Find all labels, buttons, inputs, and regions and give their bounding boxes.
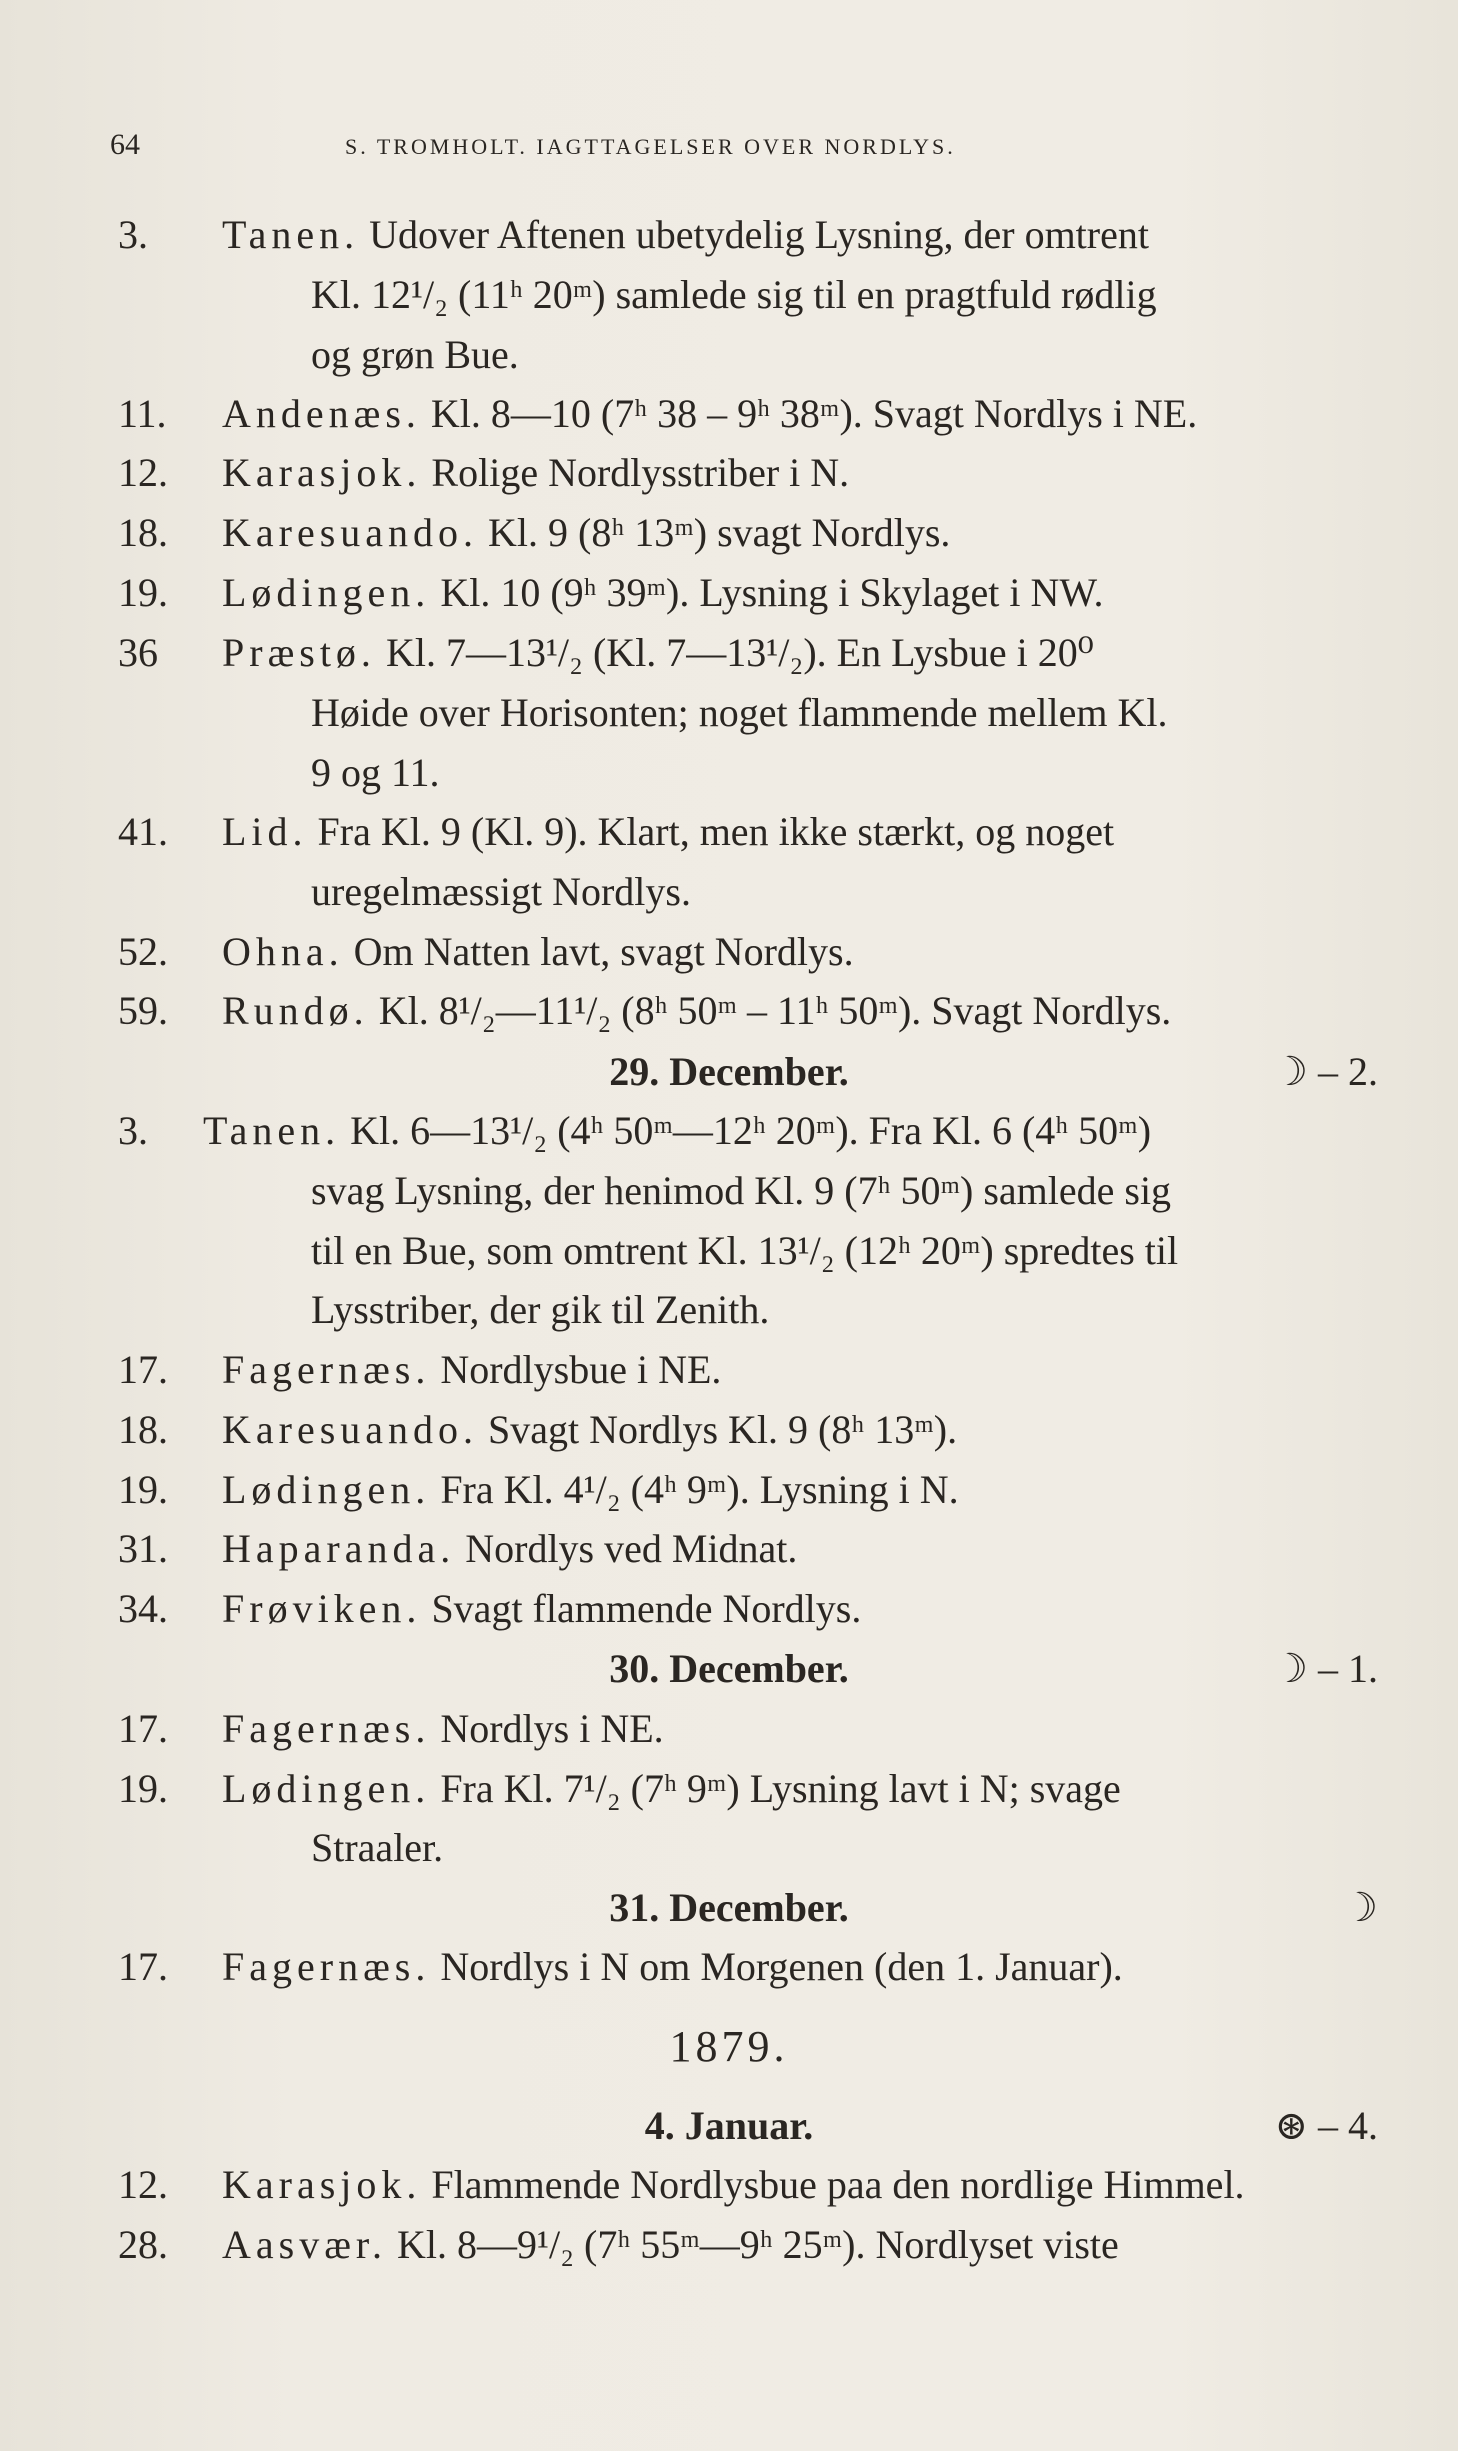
entry-text <box>222 564 1103 622</box>
observation-text: Kl. 8¹/₂—11¹/₂ (8ʰ 50ᵐ – 11ʰ 50ᵐ). Svagt Nordlys. <box>368 988 1172 1033</box>
observation-text: Kl. 9 (8ʰ 13ᵐ) svagt Nordlys. <box>478 510 951 555</box>
moon-phase: ☽ <box>1342 1885 1378 1930</box>
entry-line <box>0 1700 1458 1758</box>
entry-line <box>0 923 1458 981</box>
entry-text <box>222 2216 1119 2274</box>
entry-text <box>222 624 1094 682</box>
station-number: 19. <box>118 570 168 615</box>
entry-text <box>222 1520 797 1578</box>
station-number: 17. <box>118 1347 168 1392</box>
continuation-text: og grøn Bue. <box>311 332 519 377</box>
entry-text <box>222 923 854 981</box>
entry-text <box>222 1401 957 1459</box>
entry-line <box>0 1401 1458 1459</box>
station-number: 36 <box>118 630 158 675</box>
entry-text <box>203 1102 1151 1160</box>
observation-text: Fra Kl. 4¹/₂ (4ʰ 9ᵐ). Lysning i N. <box>430 1467 959 1512</box>
entry-line <box>0 1461 1458 1519</box>
station-name: Tanen. <box>203 1108 341 1153</box>
date-heading: 30. December. <box>609 1646 849 1691</box>
observation-text: Kl. 10 (9ʰ 39ᵐ). Lysning i Skylaget i NW. <box>430 570 1104 615</box>
continuation-line <box>0 1281 1458 1339</box>
continuation-text: Straaler. <box>311 1825 444 1870</box>
moon-phase: ☽ – 2. <box>1272 1049 1378 1094</box>
station-name: Rundø. <box>222 988 369 1033</box>
continuation-line <box>0 863 1458 921</box>
station-name: Fagernæs. <box>222 1944 431 1989</box>
observation-text: Svagt Nordlys Kl. 9 (8ʰ 13ᵐ). <box>478 1407 958 1452</box>
continuation-line <box>0 1819 1458 1877</box>
observation-text: Kl. 7—13¹/₂ (Kl. 7—13¹/₂). En Lysbue i 20⁰ <box>375 630 1094 675</box>
observation-text: Nordlysbue i NE. <box>430 1347 722 1392</box>
station-name: Lødingen. <box>222 1766 431 1811</box>
continuation-text: til en Bue, som omtrent Kl. 13¹/₂ (12ʰ 20ᵐ) spredtes til <box>311 1228 1179 1273</box>
continuation-text: Lysstriber, der gik til Zenith. <box>311 1287 770 1332</box>
station-number: 18. <box>118 1407 168 1452</box>
entry-line <box>0 982 1458 1040</box>
date-heading-row <box>0 1043 1458 1101</box>
continuation-text: Kl. 12¹/₂ (11ʰ 20ᵐ) samlede sig til en pragtfuld rødlig <box>311 272 1157 317</box>
observation-text: Kl. 6—13¹/₂ (4ʰ 50ᵐ—12ʰ 20ᵐ). Fra Kl. 6 (4ʰ 50ᵐ) <box>340 1108 1152 1153</box>
continuation-text: 9 og 11. <box>311 750 440 795</box>
station-number: 12. <box>118 450 168 495</box>
station-name: Haparanda. <box>222 1526 456 1571</box>
station-number: 12. <box>118 2162 168 2207</box>
observation-text: Udover Aftenen ubetydelig Lysning, der omtrent <box>359 212 1149 257</box>
station-number: 19. <box>118 1766 168 1811</box>
observation-text: Fra Kl. 9 (Kl. 9). Klart, men ikke stærkt, og noget <box>307 809 1115 854</box>
entry-text <box>222 385 1197 443</box>
entry-text <box>222 1938 1123 1996</box>
continuation-line <box>0 1162 1458 1220</box>
observation-text: Flammende Nordlysbue paa den nordlige Himmel. <box>421 2162 1245 2207</box>
station-number: 3. <box>118 212 148 257</box>
entry-text <box>222 1580 861 1638</box>
entry-text <box>222 1341 721 1399</box>
station-number: 59. <box>118 988 168 1033</box>
entry-text <box>222 1700 664 1758</box>
station-number: 31. <box>118 1526 168 1571</box>
entry-text <box>222 982 1171 1040</box>
observation-text: Nordlys i N om Morgenen (den 1. Januar). <box>430 1944 1123 1989</box>
station-name: Præstø. <box>222 630 376 675</box>
date-heading-row <box>0 2097 1458 2155</box>
entry-line <box>0 1938 1458 1996</box>
moon-phase: ⊛ – 4. <box>1274 2103 1378 2148</box>
entry-text <box>222 444 849 502</box>
entry-line <box>0 1341 1458 1399</box>
station-name: Fagernæs. <box>222 1347 431 1392</box>
station-name: Frøviken. <box>222 1586 422 1631</box>
continuation-text: svag Lysning, der henimod Kl. 9 (7ʰ 50ᵐ) samlede sig <box>311 1168 1172 1213</box>
entry-text <box>222 803 1114 861</box>
entry-line <box>0 624 1458 682</box>
station-name: Andenæs. <box>222 391 421 436</box>
station-name: Lødingen. <box>222 1467 431 1512</box>
station-number: 18. <box>118 510 168 555</box>
continuation-line <box>0 326 1458 384</box>
entry-line <box>0 1580 1458 1638</box>
station-number: 17. <box>118 1706 168 1751</box>
year-heading-row <box>0 2018 1458 2076</box>
entry-line <box>0 1520 1458 1578</box>
station-name: Karesuando. <box>222 510 479 555</box>
station-number: 11. <box>118 391 167 436</box>
station-number: 52. <box>118 929 168 974</box>
observation-text: Kl. 8—10 (7ʰ 38 – 9ʰ 38ᵐ). Svagt Nordlys i NE. <box>420 391 1198 436</box>
entry-line <box>0 206 1458 264</box>
entry-text <box>222 2156 1245 2214</box>
date-heading: 29. December. <box>609 1049 849 1094</box>
entry-text <box>222 206 1149 264</box>
year-heading: 1879. <box>669 2022 789 2071</box>
station-name: Karasjok. <box>222 450 422 495</box>
date-heading-row <box>0 1879 1458 1937</box>
station-number: 3. <box>118 1108 148 1153</box>
entry-line <box>0 504 1458 562</box>
station-name: Ohna. <box>222 929 344 974</box>
station-name: Karasjok. <box>222 2162 422 2207</box>
observation-text: Kl. 8—9¹/₂ (7ʰ 55ᵐ—9ʰ 25ᵐ). Nordlyset viste <box>387 2222 1119 2267</box>
station-number: 28. <box>118 2222 168 2267</box>
continuation-text: uregelmæssigt Nordlys. <box>311 869 691 914</box>
entry-line <box>0 803 1458 861</box>
station-number: 19. <box>118 1467 168 1512</box>
station-number: 41. <box>118 809 168 854</box>
station-number: 34. <box>118 1586 168 1631</box>
entry-line <box>0 1760 1458 1818</box>
station-name: Lid. <box>222 809 308 854</box>
entry-text <box>222 1461 959 1519</box>
station-number: 17. <box>118 1944 168 1989</box>
entry-line <box>0 444 1458 502</box>
station-name: Fagernæs. <box>222 1706 431 1751</box>
running-title: S. TROMHOLT. IAGTTAGELSER OVER NORDLYS. <box>345 134 956 159</box>
continuation-line <box>0 744 1458 802</box>
entry-line <box>0 385 1458 443</box>
observation-text: Rolige Nordlysstriber i N. <box>421 450 850 495</box>
entry-text <box>222 1760 1121 1818</box>
continuation-line <box>0 1222 1458 1280</box>
station-name: Lødingen. <box>222 570 431 615</box>
entry-line <box>0 2216 1458 2274</box>
continuation-line <box>0 684 1458 742</box>
station-name: Karesuando. <box>222 1407 479 1452</box>
date-heading: 31. December. <box>609 1885 849 1930</box>
entry-text <box>222 504 950 562</box>
observation-text: Om Natten lavt, svagt Nordlys. <box>343 929 854 974</box>
observation-text: Nordlys i NE. <box>430 1706 664 1751</box>
observation-text: Svagt flammende Nordlys. <box>421 1586 862 1631</box>
page-header <box>110 128 1380 168</box>
station-name: Tanen. <box>222 212 360 257</box>
entry-line <box>0 564 1458 622</box>
moon-phase: ☽ – 1. <box>1272 1646 1378 1691</box>
date-heading-row <box>0 1640 1458 1698</box>
continuation-text: Høide over Horisonten; noget flammende mellem Kl. <box>311 690 1168 735</box>
observation-text: Fra Kl. 7¹/₂ (7ʰ 9ᵐ) Lysning lavt i N; svage <box>430 1766 1121 1811</box>
entry-line <box>0 2156 1458 2214</box>
station-name: Aasvær. <box>222 2222 387 2267</box>
observation-text: Nordlys ved Midnat. <box>455 1526 798 1571</box>
entry-line <box>0 1102 1458 1160</box>
page-number: 64 <box>110 128 140 161</box>
date-heading: 4. Januar. <box>644 2103 814 2148</box>
continuation-line <box>0 266 1458 324</box>
